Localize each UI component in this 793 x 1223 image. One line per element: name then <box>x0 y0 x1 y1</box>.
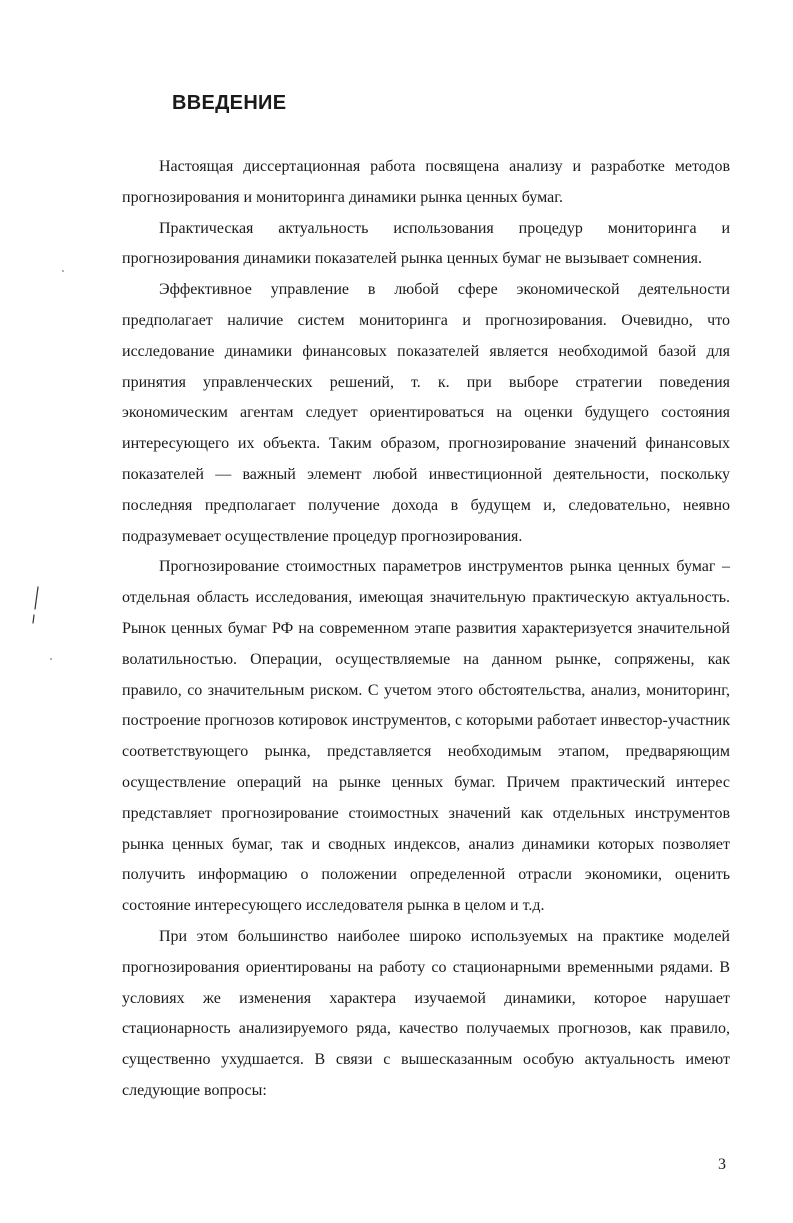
paragraph-forecasting: Прогнозирование стоимостных параметров инструментов рынка ценных бумаг – отдельная область исследования, имеющая значительную практическую актуальность. Рынок ценных бумаг РФ на современном этапе развития характеризуется значительной волатильностью. Операции, осуществляемые на данном рынке, сопряжены, как правило, со значительным риском. С учетом этого обстоятельства, анализ, мониторинг, построение прогнозов котировок инструментов, с которыми работает инвестор-участник соответствующего рынка, представляется необходимым этапом, предваряющим осуществление операций на рынке ценных бумаг. Причем практический интерес представляет прогнозирование стоимостных значений как отдельных инструментов рынка ценных бумаг, так и сводных индексов, анализ динамики которых позволяет получить информацию о положении определенной отрасли экономики, оценить состояние интересующего исследователя рынка в целом и т.д. <box>122 558 730 915</box>
scan-speck <box>50 658 52 660</box>
scan-speck <box>62 270 64 272</box>
margin-pen-mark <box>30 585 42 625</box>
paragraph-intro: Настоящая диссертационная работа посвящена анализу и разработке методов прогнозирования и мониторинга динамики рынка ценных бумаг. <box>122 158 730 206</box>
page-number: 3 <box>718 1156 726 1173</box>
page-title: ВВЕДЕНИЕ <box>172 92 287 114</box>
paragraph-management: Эффективное управление в любой сфере экономической деятельности предполагает наличие систем мониторинга и прогнозирования. Очевидно, что исследование динамики финансовых показателей является необходимой базой для принятия управленческих решений, т. к. при выборе стратегии поведения экономическим агентам следует ориентироваться на оценки будущего состояния интересующего их объекта. Таким образом, прогнозирование значений финансовых показателей — важный элемент любой инвестиционной деятельности, поскольку последняя предполагает получение дохода в будущем и, следовательно, неявно подразумевает осуществление процедур прогнозирования. <box>122 281 730 545</box>
paragraph-stationarity: При этом большинство наиболее широко используемых на практике моделей прогнозирования ориентированы на работу со стационарными временными рядами. В условиях же изменения характера изучаемой динамики, которое нарушает стационарность анализируемого ряда, качество получаемых прогнозов, как правило, существенно ухудшается. В связи с вышесказанным особую актуальность имеют следующие вопросы: <box>122 927 730 1099</box>
body-text <box>122 152 730 1107</box>
paragraph-relevance: Практическая актуальность использования процедур мониторинга и прогнозирования динамики показателей рынка ценных бумаг не вызывает сомнения. <box>122 219 730 268</box>
